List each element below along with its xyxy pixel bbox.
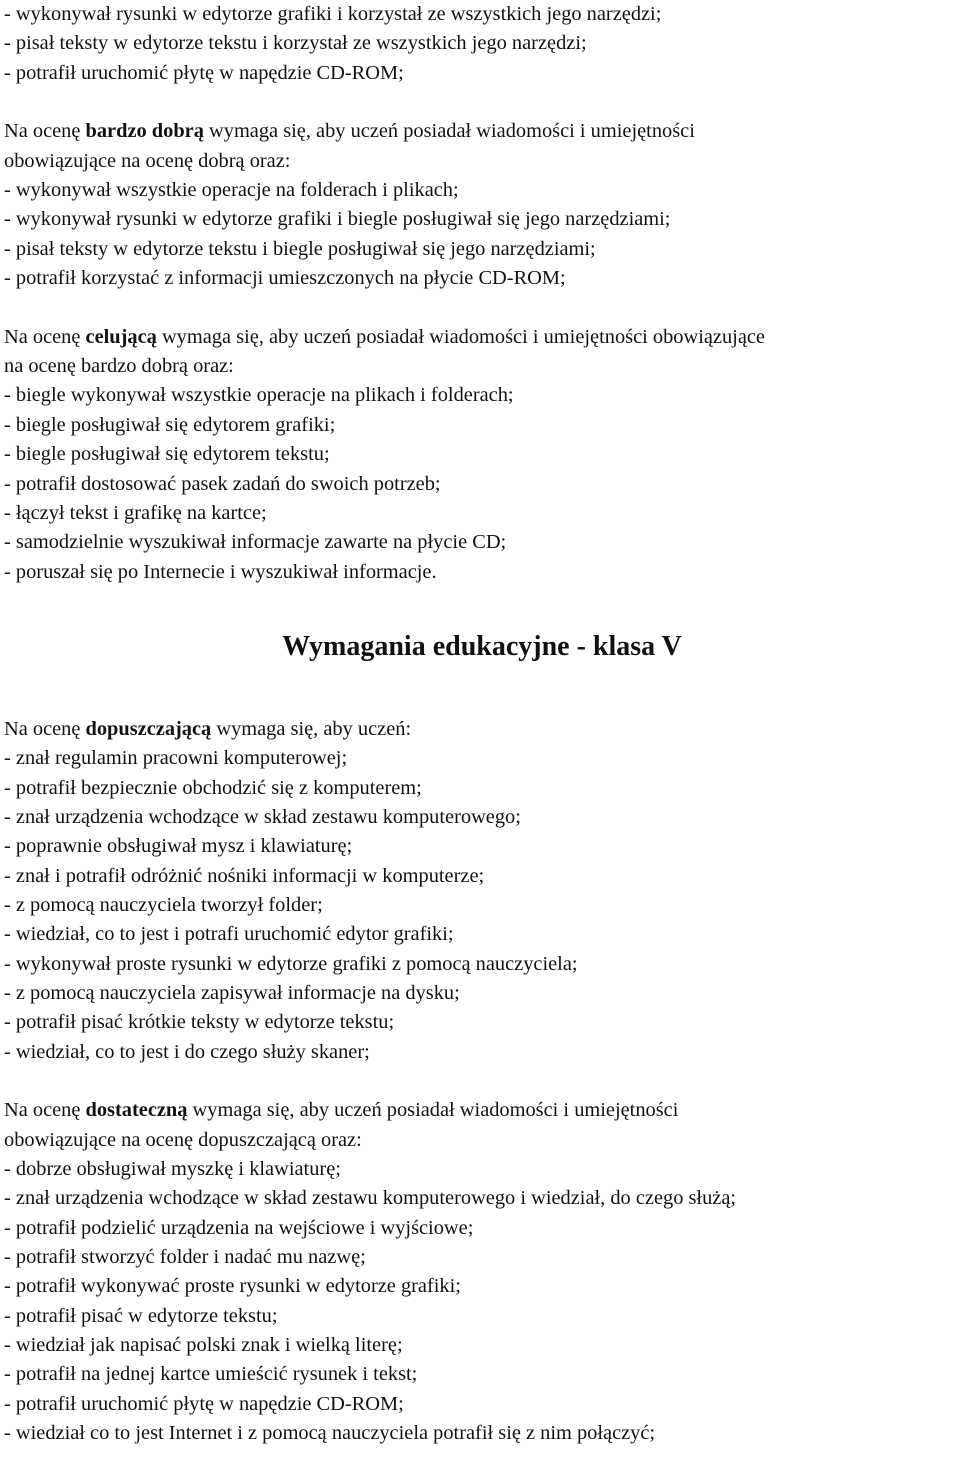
grade-intro-suffix: wymaga się, aby uczeń posiadał wiadomości i umiejętności obowiązujące — [156, 325, 765, 348]
list-item: - poruszał się po Internecie i wyszukiwał informacje. — [4, 560, 437, 583]
list-item: - wiedział, co to jest i do czego służy skaner; — [4, 1040, 370, 1063]
list-item: - potrafił na jednej kartce umieścić rysunek i tekst; — [4, 1363, 418, 1386]
list-item: - potrafił bezpiecznie obchodzić się z komputerem; — [4, 776, 422, 799]
grade-intro — [4, 323, 960, 352]
section-heading: Wymagania edukacyjne - klasa V — [282, 630, 682, 662]
grade-intro-prefix: Na ocenę — [4, 120, 86, 143]
list-item: - potrafił pisać krótkie teksty w edytorze tekstu; — [4, 1011, 395, 1034]
document-page — [4, 0, 960, 1448]
grade-intro — [4, 715, 960, 744]
grade-intro-prefix: Na ocenę — [4, 1099, 86, 1122]
grade-intro-cont: obowiązujące na ocenę dobrą oraz: — [4, 149, 291, 172]
grade-block-dopuszczajaca — [4, 715, 960, 1067]
list-item: - wiedział jak napisać polski znak i wielką literę; — [4, 1334, 403, 1357]
grade-intro — [4, 1096, 960, 1125]
grade-block-dostateczna — [4, 1096, 960, 1448]
list-item: - poprawnie obsługiwał mysz i klawiaturę; — [4, 835, 353, 858]
list-item: - pisał teksty w edytorze tekstu i biegle posługiwał się jego narzędziami; — [4, 237, 596, 260]
list-item: - pisał teksty w edytorze tekstu i korzystał ze wszystkich jego narzędzi; — [4, 32, 587, 55]
grade-intro — [4, 117, 960, 146]
paragraph-gap — [4, 293, 960, 322]
list-item: - z pomocą nauczyciela zapisywał informacje na dysku; — [4, 981, 460, 1004]
list-item: - potrafił stworzyć folder i nadać mu nazwę; — [4, 1246, 366, 1269]
grade-name: dostateczną — [85, 1099, 188, 1122]
paragraph-gap — [4, 88, 960, 117]
list-item: - potrafił pisać w edytorze tekstu; — [4, 1304, 278, 1327]
list-item: - łączył tekst i grafikę na kartce; — [4, 501, 267, 524]
section-heading-wrap — [4, 587, 960, 715]
grade-intro-suffix: wymaga się, aby uczeń: — [211, 717, 412, 740]
list-item: - biegle wykonywał wszystkie operacje na plikach i folderach; — [4, 384, 514, 407]
list-item: - biegle posługiwał się edytorem tekstu; — [4, 443, 330, 466]
list-item: - wykonywał proste rysunki w edytorze grafiki z pomocą nauczyciela; — [4, 952, 578, 975]
grade-intro-suffix: wymaga się, aby uczeń posiadał wiadomości i umiejętności — [187, 1099, 679, 1122]
grade-intro-prefix: Na ocenę — [4, 717, 86, 740]
list-item: - samodzielnie wyszukiwał informacje zawarte na płycie CD; — [4, 531, 507, 554]
list-item: - dobrze obsługiwał myszkę i klawiaturę; — [4, 1158, 341, 1181]
grade-block-bardzo-dobra — [4, 117, 960, 293]
list-item: - wykonywał rysunki w edytorze grafiki i biegle posługiwał się jego narzędziami; — [4, 208, 671, 231]
paragraph-gap — [4, 1067, 960, 1096]
list-item: - znał urządzenia wchodzące w skład zestawu komputerowego; — [4, 805, 521, 828]
grade-block-celujaca — [4, 323, 960, 587]
grade-intro-cont: na ocenę bardzo dobrą oraz: — [4, 355, 234, 378]
list-item: - znał regulamin pracowni komputerowej; — [4, 747, 348, 770]
list-item: - znał urządzenia wchodzące w skład zestawu komputerowego i wiedział, do czego służą; — [4, 1187, 737, 1210]
grade-intro-prefix: Na ocenę — [4, 325, 86, 348]
grade-intro-cont: obowiązujące na ocenę dopuszczającą oraz: — [4, 1128, 362, 1151]
grade-name: dopuszczającą — [85, 717, 212, 740]
prev-grade-list — [4, 0, 960, 88]
grade-name: celującą — [85, 325, 157, 348]
list-item: - potrafił uruchomić płytę w napędzie CD-ROM; — [4, 1392, 404, 1415]
list-item: - biegle posługiwał się edytorem grafiki; — [4, 413, 336, 436]
list-item: - wiedział, co to jest i potrafi uruchomić edytor grafiki; — [4, 923, 454, 946]
list-item: - wykonywał wszystkie operacje na folderach i plikach; — [4, 179, 459, 202]
grade-name: bardzo dobrą — [85, 120, 204, 143]
list-item: - wykonywał rysunki w edytorze grafiki i korzystał ze wszystkich jego narzędzi; — [4, 3, 662, 25]
grade-intro-suffix: wymaga się, aby uczeń posiadał wiadomości i umiejętności — [203, 120, 695, 143]
list-item: - potrafił dostosować pasek zadań do swoich potrzeb; — [4, 472, 441, 495]
list-item: - potrafił wykonywać proste rysunki w edytorze grafiki; — [4, 1275, 461, 1298]
list-item: - potrafił korzystać z informacji umieszczonych na płycie CD-ROM; — [4, 267, 566, 290]
list-item: - potrafił uruchomić płytę w napędzie CD-ROM; — [4, 61, 404, 84]
list-item: - wiedział co to jest Internet i z pomocą nauczyciela potrafił się z nim połączyć; — [4, 1422, 656, 1445]
list-item: - potrafił podzielić urządzenia na wejściowe i wyjściowe; — [4, 1216, 474, 1239]
list-item: - z pomocą nauczyciela tworzył folder; — [4, 893, 323, 916]
list-item: - znał i potrafił odróżnić nośniki informacji w komputerze; — [4, 864, 485, 887]
